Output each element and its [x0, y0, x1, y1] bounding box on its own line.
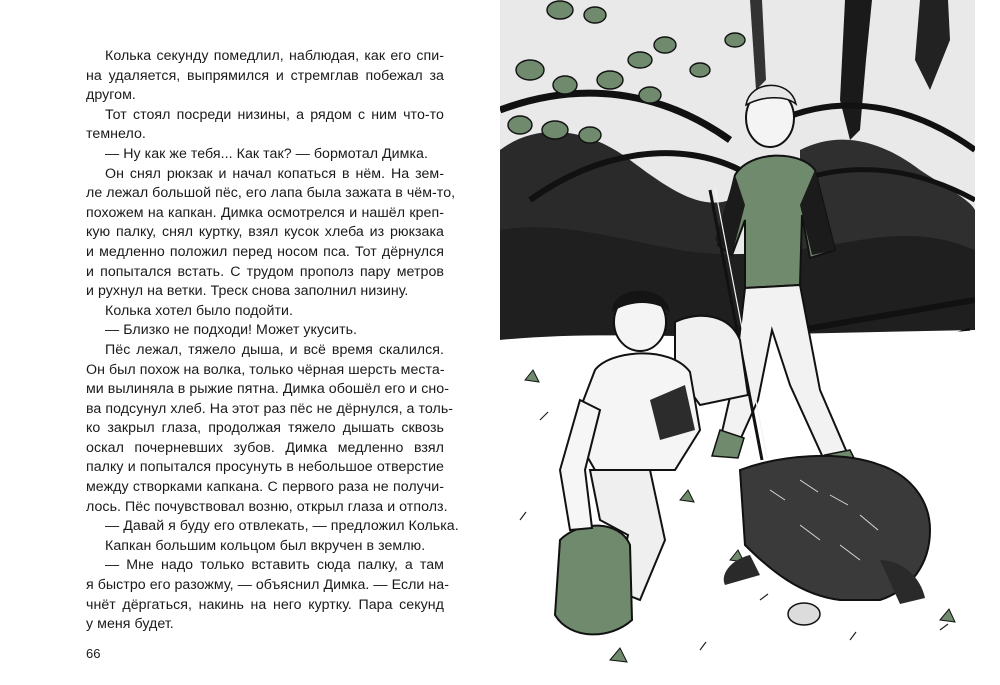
right-margin [975, 0, 1000, 685]
text-line: ва подсунул хлеб. На этот раз пёс не дёрнулся, а толь- [86, 400, 454, 417]
text-line: кую палку, снял куртку, взял кусок хлеба из рюкзака [86, 224, 444, 241]
text-line: и рухнул на ветки. Треск снова заполнил низину. [86, 283, 409, 300]
text-line: чнёт дёргаться, накинь на него куртку. Пара секунд [86, 596, 444, 613]
text-line: Колька хотел было подойти. [105, 302, 293, 319]
text-line: я быстро его разожму, — объяснил Димка. — Если на- [86, 577, 450, 594]
text-line: и медленно положил перед носом пса. Тот дёрнулся [86, 243, 444, 260]
text-line: на удаляется, выпрямился и стремглав побежал за [86, 67, 444, 84]
text-line: оскал почерневших зубов. Димка медленно взял [86, 439, 444, 456]
text-line: Он был похож на волка, только чёрная шерсть места- [86, 361, 445, 378]
text-line: и попытался встать. С трудом прополз пару метров [86, 263, 444, 280]
text-line: — Давай я буду его отвлекать, — предложил Колька. [105, 518, 459, 535]
text-line: Капкан большим кольцом был вкручен в землю. [105, 537, 426, 554]
text-line: — Мне надо только вставить сюда палку, а там [105, 557, 444, 574]
text-line: — Близко не подходи! Может укусить. [105, 322, 358, 339]
illustration [500, 0, 975, 685]
text-line: палку и попытался просунуть в небольшое отверстие [86, 459, 444, 476]
text-line: у меня будет. [86, 616, 174, 633]
text-line: ми вылиняла в рыжие пятна. Димка обошёл его и сно- [86, 381, 450, 398]
text-line: между створками капкана. С первого раза не получи- [86, 479, 444, 496]
text-line: похожем на капкан. Димка осмотрелся и нашёл креп- [86, 204, 444, 221]
text-line: Он снял рюкзак и начал копаться в нём. На зем- [105, 165, 444, 182]
text-line: ле лежал большой пёс, его лапа была зажата в чём-то, [86, 185, 456, 202]
text-line: Пёс лежал, тяжело дыша, и всё время скалился. [105, 341, 444, 358]
body-text [86, 47, 459, 635]
forest-scene-illustration [500, 0, 975, 685]
text-line: темнело. [86, 126, 146, 143]
text-line: — Ну как же тебя... Как так? — бормотал Димка. [105, 145, 428, 162]
text-line: Колька секунду помедлил, наблюдая, как его спи- [105, 48, 444, 64]
text-line: ко закрыл глаза, продолжая тяжело дышать сквозь [86, 420, 444, 437]
page-number: 66 [86, 646, 101, 661]
text-line: Тот стоял посреди низины, а рядом с ним что-то [105, 106, 444, 123]
text-line: лось. Пёс почувствовал возню, открыл глаза и отполз. [86, 498, 448, 515]
text-line: другом. [86, 87, 136, 104]
